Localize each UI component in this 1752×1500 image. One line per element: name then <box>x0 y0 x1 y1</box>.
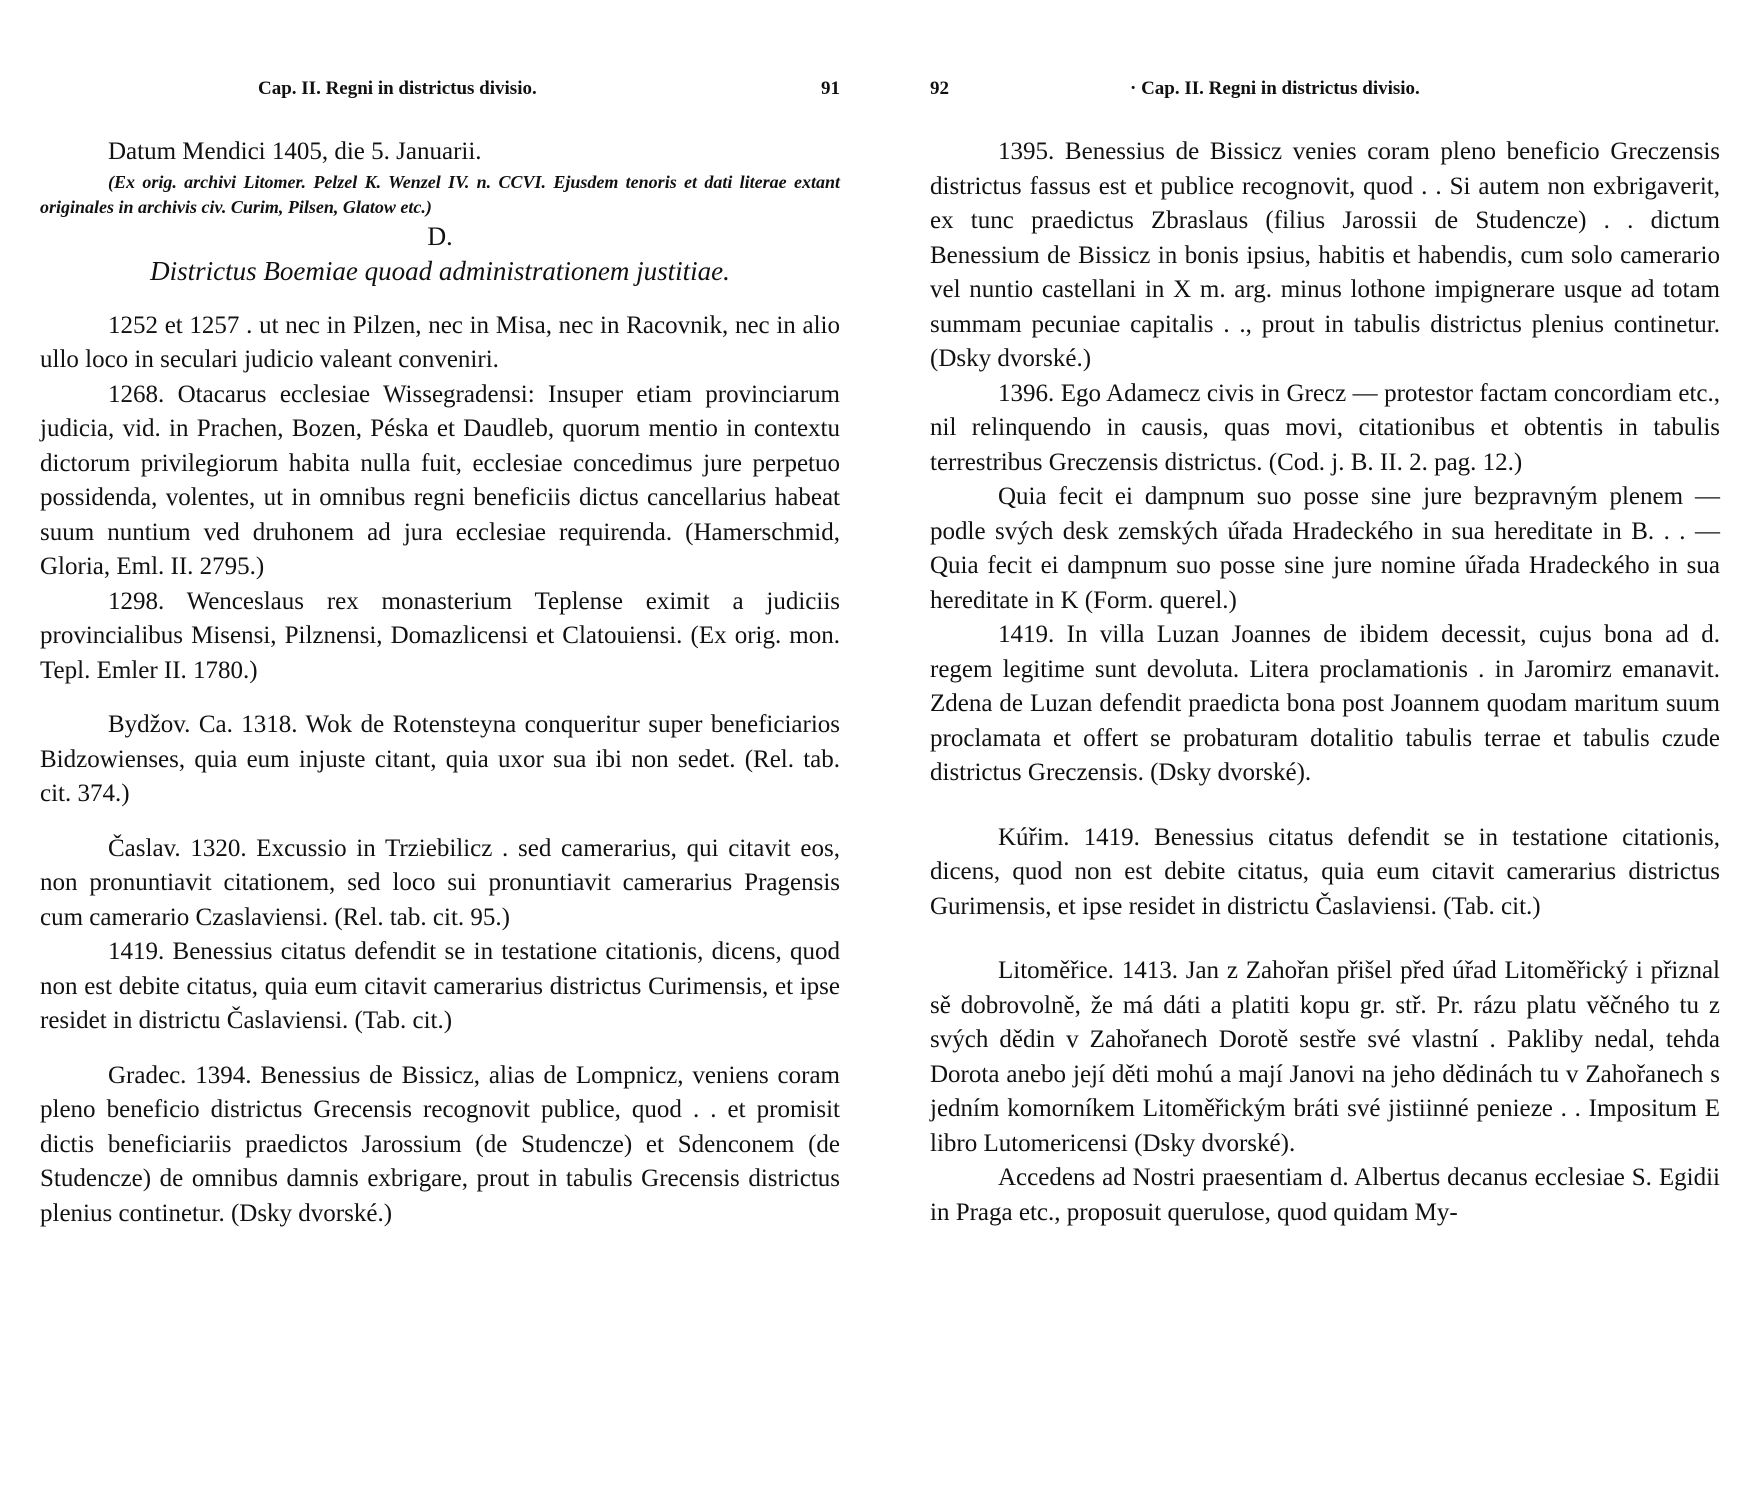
section-title: Districtus Boemiae quoad administrationem justitiae. <box>150 256 730 286</box>
paragraph: 1252 et 1257 . ut nec in Pilzen, nec in Misa, nec in Racovnik, nec in alio ullo loco in seculari judicio valeant conveniri. <box>40 311 840 373</box>
page-number: 91 <box>821 78 840 99</box>
running-head <box>40 78 840 104</box>
paragraph: 1298. Wenceslaus rex monasterium Teplense eximit a judiciis provincialibus Misensi, Pilznensi, Domazlicensi et Clatouiensi. (Ex orig. mon. Tepl. Emler II. 1780.) <box>40 587 840 684</box>
section-letter: D. <box>427 221 453 251</box>
page-number: 92 <box>930 78 949 99</box>
paragraph: Kúřim. 1419. Benessius citatus defendit se in testatione citationis, dicens, quod non est debite citatus, quia eum citavit camerarius districtus Gurimensis, et ipse residet in districtu Časlaviensi. (Tab. cit.) <box>930 823 1720 920</box>
paragraph: 1268. Otacarus ecclesiae Wissegradensi: Insuper etiam provinciarum judicia, vid. in Prachen, Bozen, Péska et Daudleb, quorum mentio in contextu dictorum privilegiorum habita nulla fuit, ecclesiae concedimus jure perpetuo possidenda, volentes, ut in omnibus regni beneficiis dictus cancellarius habeat suum nuntium ved druhonem ad jura ecclesiae requirenda. (Hamerschmid, Gloria, Eml. II. 2795.) <box>40 380 840 580</box>
page-body <box>40 135 840 1231</box>
source-note: (Ex orig. archivi Litomer. Pelzel K. Wenzel IV. n. CCVI. Ejusdem tenoris et dati literae extant originales in archivis civ. Curim, Pilsen, Glatow etc.) <box>40 171 840 217</box>
paragraph: 1419. Benessius citatus defendit se in testatione citationis, dicens, quod non est debite citatus, quia eum citavit camerarius districtus Curimensis, et ipse residet in districtu Časlaviensi. (Tab. cit.) <box>40 938 840 1034</box>
running-head-title: Cap. II. Regni in districtus divisio. <box>258 78 537 99</box>
paragraph: Accedens ad Nostri praesentiam d. Albertus decanus ecclesiae S. Egidii in Praga etc., proposuit querulose, quod quidam My- <box>930 1164 1720 1226</box>
left-page <box>40 0 840 1500</box>
paragraph: 1396. Ego Adamecz civis in Grecz — protestor factam concordiam etc., nil relinquendo in causis, quas movi, citationibus et obtentis in tabulis terrestribus Greczensis districtus. (Cod. j. B. II. 2. pag. 12.) <box>930 379 1720 476</box>
paragraph: Datum Mendici 1405, die 5. Januarii. <box>108 138 482 165</box>
page-body <box>930 135 1720 1230</box>
paragraph: 1395. Benessius de Bissicz venies coram pleno beneficio Greczensis districtus fassus est et publice recognovit, quod . . Si autem non exbrigaverit, ex tunc praedictus Zbraslaus (filius Jarossii de Studencze) . . dictum Benessium de Bissicz in bonis ipsius, habitis et habendis, cum solo camerario vel nuntio castellani in X m. arg. minus lothone impignerare usque ad totam summam pecuniae capitalis . ., prout in tabulis districtus plenius continetur. (Dsky dvorské.) <box>930 138 1720 372</box>
paragraph: Gradec. 1394. Benessius de Bissicz, alias de Lompnicz, veniens coram pleno beneficio districtus Grecensis recognovit publice, quod . . et promisit dictis beneficiariis praedictos Jarossium (de Studencze) et Sdenconem (de Studencze) de omnibus damnis exbrigare, prout in tabulis Grecensis districtus plenius continetur. (Dsky dvorské.) <box>40 1061 840 1227</box>
paragraph: Bydžov. Ca. 1318. Wok de Rotensteyna conqueritur super beneficiarios Bidzowienses, quia eum injuste citant, quia uxor sua ibi non sedet. (Rel. tab. cit. 374.) <box>40 711 840 807</box>
right-page <box>930 0 1720 1500</box>
paragraph: Quia fecit ei dampnum suo posse sine jure bezpravným plenem — podle svých desk zemských úřada Hradeckého in sua hereditate in B. . . — Quia fecit ei dampnum suo posse sine jure nomine úřada Hradeckého in sua hereditate in K (Form. querel.) <box>930 483 1720 614</box>
running-head <box>930 78 1720 104</box>
paragraph: Litoměřice. 1413. Jan z Zahořan přišel před úřad Litoměřický i přiznal sě dobrovolně, že má dáti a platiti kopu gr. stř. Pr. rázu platu věčného tu z svých dědin v Zahořanech Dorotě sestře své vlastní . Pakliby nedal, tehda Dorota anebo její děti mohú a mají Janovi na jeho dědinách tu v Zahořanech s jedním komorníkem Litoměřickým bráti své jistiinné penieze . . Impositum E libro Lutomericensi (Dsky dvorské). <box>930 957 1720 1157</box>
paragraph: 1419. In villa Luzan Joannes de ibidem decessit, cujus bona ad d. regem legitime sunt devoluta. Litera proclamationis . in Jaromirz emanavit. Zdena de Luzan defendit praedicta bona post Joannem quodam maritum suum proclamata et offert se probaturam dotalitio tabulis terrae et tabulis czude districtus Greczensis. (Dsky dvorské). <box>930 621 1720 786</box>
paragraph: Časlav. 1320. Excussio in Trziebilicz . sed camerarius, qui citavit eos, non pronuntiavit citationem, sed loco sui pronuntiavit camerarius Pragensis cum camerario Czaslaviensi. (Rel. tab. cit. 95.) <box>40 834 840 931</box>
running-head-title: · Cap. II. Regni in districtus divisio. <box>1130 78 1420 99</box>
